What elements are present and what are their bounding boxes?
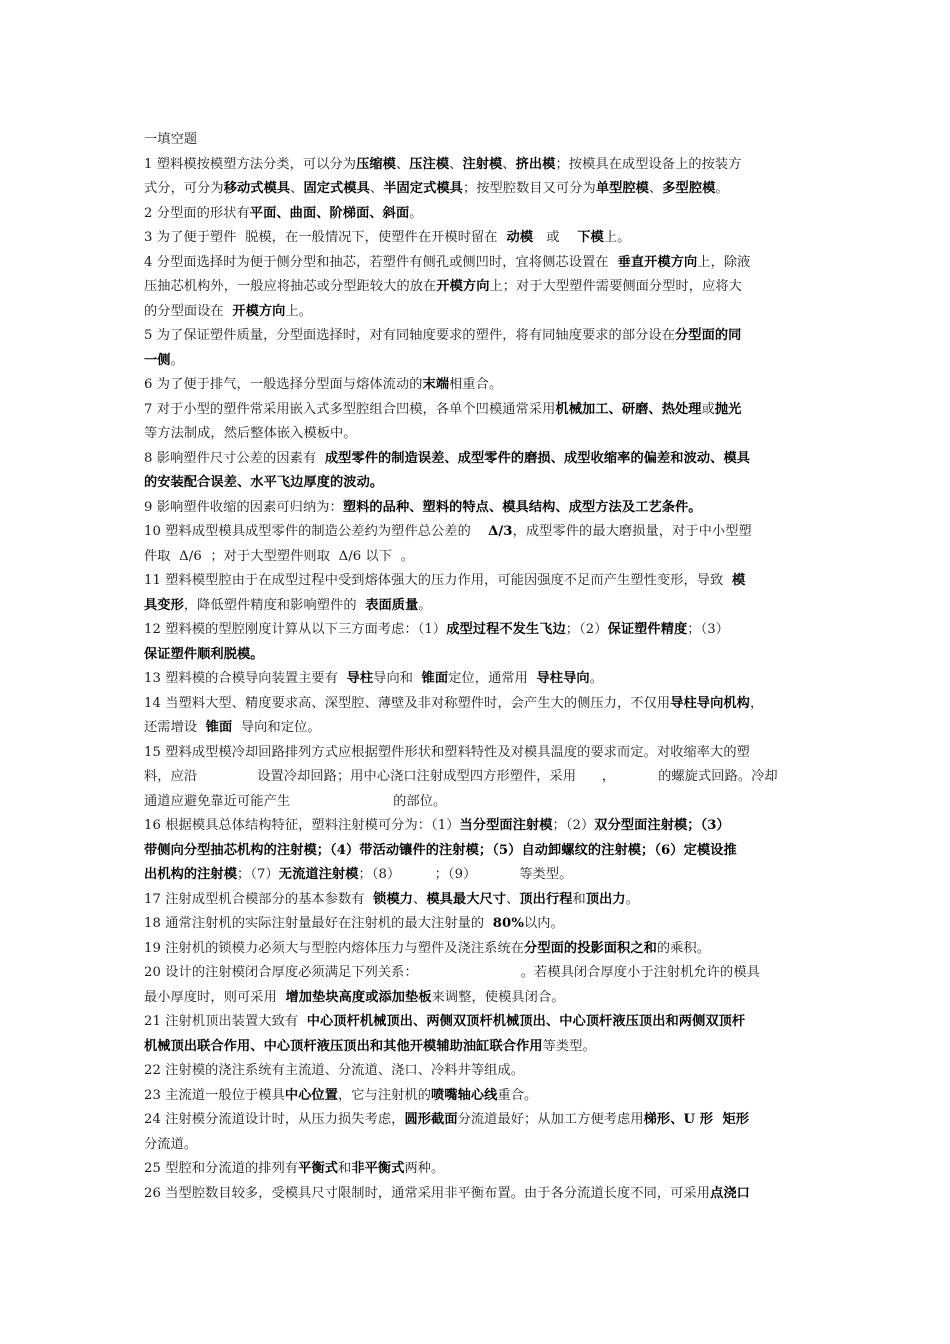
answer-text: ；（5） xyxy=(478,842,522,858)
question-text: 12 塑料模的型腔刚度计算从以下三方面考虑：（1） xyxy=(144,622,447,637)
answer-text: 顶出行程 xyxy=(519,891,573,907)
question-text: 、 xyxy=(506,891,520,907)
answer-text: 单型腔模 xyxy=(595,181,649,196)
answer-text: 带侧向分型抽芯机构的注射模 xyxy=(144,842,317,858)
text-line xyxy=(144,765,806,790)
text-line xyxy=(144,986,806,1011)
question-text: 4 分型面选择时为便于侧分型和抽芯，若塑件有侧孔或侧凹时，宜将侧芯设置在 xyxy=(144,254,613,270)
answer-text: 成型过程不发生飞边 xyxy=(446,622,566,637)
answer-text: 固定式模具 xyxy=(303,181,370,196)
question-text: ；（2） xyxy=(565,622,608,637)
text-line xyxy=(144,202,806,227)
answer-text: 多型腔模 xyxy=(662,181,716,196)
question-lines xyxy=(144,153,806,1207)
answer-text: 分型面的同 xyxy=(675,328,742,343)
text-line xyxy=(144,569,806,594)
question-text: 、 xyxy=(413,891,427,907)
question-text: ，成型零件的最大磨损量，对于中小型塑 xyxy=(512,524,752,539)
question-text: 24 注射模分流道设计时，从压力损失考虑， xyxy=(144,1112,405,1127)
answer-text: 梯形、U 形 矩形 xyxy=(643,1112,750,1127)
answer-text: 保证塑件精度 xyxy=(607,622,688,637)
question-text: 10 塑料成型模具成型零件的制造公差约为塑件总公差的 xyxy=(144,524,489,539)
text-line xyxy=(144,667,806,692)
answer-text: 的安装配合误差、水平飞边厚度的波动。 xyxy=(144,475,384,490)
question-text: 上，除液 xyxy=(697,254,751,270)
question-text: 上。 xyxy=(285,303,313,319)
text-line xyxy=(144,1108,806,1133)
answer-text: 移动式模具 xyxy=(223,181,291,196)
answer-text: 增加垫块高度或添加垫板 xyxy=(285,989,432,1005)
question-text: 分流道最好；从加工方便考虑用 xyxy=(457,1112,644,1127)
text-line xyxy=(144,594,806,619)
answer-text: 保证塑件顺利脱模。 xyxy=(144,646,264,662)
text-line xyxy=(144,741,806,766)
text-line xyxy=(144,961,806,986)
answer-text: 压注模 xyxy=(409,156,450,172)
answer-text: 圆形截面 xyxy=(404,1112,458,1127)
answer-text: 点浇口 xyxy=(710,1185,750,1201)
question-text: 9 影响塑件收缩的因素可归纳为： xyxy=(144,499,343,515)
answer-text: 注射模 xyxy=(462,156,503,172)
answer-text: 下模 xyxy=(572,230,604,245)
question-text: ；按型腔数目又可分为 xyxy=(462,181,596,196)
question-text: 1 塑料模按模塑方法分类，可以分为 xyxy=(144,156,357,172)
text-line xyxy=(144,643,806,668)
text-line xyxy=(144,300,806,325)
text-line xyxy=(144,1035,806,1060)
answer-text: 成型零件的制造误差、成型零件的磨损、成型收缩率的偏差和波动、模具 xyxy=(324,450,751,466)
question-text: 16 根据模具总体结构特征，塑料注射模可分为：（1） xyxy=(144,818,460,833)
answer-text: 锥面 xyxy=(421,671,449,686)
question-text: 压抽芯机构外，一般应将抽芯或分型距较大的放在 xyxy=(144,279,437,294)
answer-text: 导柱导向机构 xyxy=(670,695,750,711)
answer-text: 具变形 xyxy=(144,597,184,613)
answer-text: 开模方向 xyxy=(232,303,286,319)
answer-text: 动模 xyxy=(501,230,538,245)
answer-text: 模 xyxy=(731,573,746,588)
text-line xyxy=(144,471,806,496)
answer-text: 导柱 xyxy=(346,671,374,686)
question-text: 2 分型面的形状有 xyxy=(144,205,250,221)
answer-text: 顶出力 xyxy=(585,891,626,907)
question-text: 。 xyxy=(409,205,423,221)
question-text: 和 xyxy=(338,1161,352,1176)
answer-text: 导柱导向 xyxy=(536,671,590,686)
question-text: 5 为了保证塑件质量，分型面选择时，对有同轴度要求的塑件，将有同轴度要求的部分设在 xyxy=(144,328,675,343)
question-text: 22 注射模的浇注系统有主流道、分流道、浇口、冷料井等组成。 xyxy=(144,1063,525,1078)
text-line xyxy=(144,1157,806,1182)
text-line xyxy=(144,1084,806,1109)
text-line xyxy=(144,324,806,349)
question-text: 定位，通常用 xyxy=(448,671,537,686)
answer-text: 非平衡式 xyxy=(351,1161,405,1176)
question-text: ，它与注射机的 xyxy=(338,1087,432,1103)
question-text: 以内。 xyxy=(523,916,564,931)
answer-text: 中心位置 xyxy=(284,1087,339,1103)
answer-text: 无流道注射模 xyxy=(278,867,359,882)
answer-text: 喷嘴轴心线 xyxy=(431,1087,498,1103)
question-text: 19 注射机的锁模力必须大与型腔内熔体压力与塑件及浇注系统在 xyxy=(144,940,525,956)
text-line xyxy=(144,1059,806,1084)
question-text: 或 xyxy=(537,230,573,245)
question-text: 15 塑料成型模冷却回路排列方式应根据塑件形状和塑料特性及对模具温度的要求而定。对收缩率大的塑 xyxy=(144,744,750,760)
question-text: ，降低塑件精度和影响塑件的 xyxy=(183,597,366,613)
answer-text: 平面、曲面、阶梯面、斜面 xyxy=(249,205,410,221)
question-text: ；（3） xyxy=(687,622,730,637)
question-text: 18 通常注射机的实际注射量最好在注射机的最大注射量的 xyxy=(144,916,493,931)
question-text: 。 xyxy=(589,671,603,686)
question-text: 6 为了便于排气，一般选择分型面与熔体流动的 xyxy=(144,377,423,392)
question-text: 来调整，使模具闭合。 xyxy=(431,989,565,1005)
question-text: 相重合。 xyxy=(449,377,503,392)
answer-text: 机械顶出联合作用、中心顶杆液压顶出和其他开模辅助油缸联合作用 xyxy=(144,1038,543,1054)
question-text: 26 当型腔数目较多，受模具尺寸限制时，通常采用非平衡布置。由于各分流道长度不同，可采用 xyxy=(144,1185,711,1201)
text-line xyxy=(144,863,806,888)
question-text: 3 为了便于塑件 脱模，在一般情况下，使塑件在开模时留在 xyxy=(144,230,502,245)
text-line xyxy=(144,496,806,521)
question-text: 、 xyxy=(369,181,384,196)
question-text: 式分，可分为 xyxy=(144,181,224,196)
question-text: ；（8） ；（9） 等类型。 xyxy=(358,867,573,882)
answer-text: 锁模力 xyxy=(373,891,414,907)
text-line xyxy=(144,1010,806,1035)
question-text: 11 塑料模型腔由于在成型过程中受到熔体强大的压力作用，可能因强度不足而产生塑性变形，导致 xyxy=(144,573,732,588)
question-text: 21 注射机顶出装置大致有 xyxy=(144,1014,307,1029)
text-line xyxy=(144,937,806,962)
question-text: 14 当塑料大型、精度要求高、深型腔、薄壁及非对称塑件时，会产生大的侧压力，不仅用 xyxy=(144,695,671,711)
text-line xyxy=(144,398,806,423)
answer-text: 垂直开模方向 xyxy=(612,254,698,270)
answer-text: 自动卸螺纹的注射模 xyxy=(521,842,642,858)
answer-text: 压缩模 xyxy=(356,156,396,172)
question-text: 。 xyxy=(715,181,729,196)
question-text: 的分型面设在 xyxy=(144,303,233,319)
answer-text: 表面质量 xyxy=(365,597,419,613)
answer-text: 定模设推 xyxy=(683,842,737,858)
answer-text: 抛光 xyxy=(714,401,742,417)
answer-text: 中心顶杆机械顶出、两侧双顶杆机械顶出、中心顶杆液压顶出和两侧双顶杆 xyxy=(306,1014,746,1029)
answer-text: 半固定式模具 xyxy=(383,181,463,196)
text-line xyxy=(144,177,806,202)
answer-text: 塑料的品种、塑料的特点、模具结构、成型方法及工艺条件。 xyxy=(342,499,702,515)
question-text: ；按模具在成型设备上的按装方 xyxy=(555,156,742,172)
answer-text: 当分型面注射模 xyxy=(459,818,553,833)
text-line xyxy=(144,447,806,472)
question-text: 等方法制成，然后整体嵌入模板中。 xyxy=(144,426,357,441)
text-line xyxy=(144,1133,806,1158)
question-text: 、 xyxy=(502,156,516,172)
answer-text: 开模方向 xyxy=(436,279,490,294)
answer-text: ；（3） xyxy=(687,818,730,833)
text-line xyxy=(144,814,806,839)
question-text: 。 xyxy=(625,891,639,907)
question-text: 和 xyxy=(572,891,586,907)
question-text: 导向和 xyxy=(373,671,422,686)
question-text: 、 xyxy=(395,156,410,172)
text-line xyxy=(144,251,806,276)
answer-text: 平衡式 xyxy=(298,1161,339,1176)
question-text: ， xyxy=(749,695,764,711)
text-line xyxy=(144,226,806,251)
answer-text: Δ/3 xyxy=(488,524,513,539)
text-line xyxy=(144,790,806,815)
text-line xyxy=(144,153,806,178)
text-line xyxy=(144,545,806,570)
answer-text: 80% xyxy=(492,916,524,931)
question-text: 的乘积。 xyxy=(656,940,711,956)
document-body xyxy=(144,128,806,1206)
question-text: 最小厚度时，则可采用 xyxy=(144,989,286,1005)
text-line xyxy=(144,275,806,300)
section-heading: 一填空题 xyxy=(144,132,198,147)
answer-text: 出机构的注射模 xyxy=(144,867,238,882)
text-line xyxy=(144,692,806,717)
question-text: 23 主流道一般位于模具 xyxy=(144,1087,285,1103)
question-text: 、 xyxy=(648,181,663,196)
answer-text: ；（6） xyxy=(641,842,684,858)
question-text: 还需增设 xyxy=(144,720,206,735)
answer-text: 末端 xyxy=(422,377,450,392)
question-text: 导向和定位。 xyxy=(232,720,321,735)
answer-text: 带活动镶件的注射模 xyxy=(359,842,479,858)
question-text: 分流道。 xyxy=(144,1136,198,1152)
question-text: 17 注射成型机合模部分的基本参数有 xyxy=(144,891,374,907)
text-line xyxy=(144,349,806,374)
question-text: 通道应避免靠近可能产生 的部位。 xyxy=(144,793,447,809)
question-text: 20 设计的注射模闭合厚度必须满足下列关系： 。若模具闭合厚度小于注射机允许的模具 xyxy=(144,965,760,980)
question-text: 、 xyxy=(449,156,463,172)
question-text: 件取 Δ/6 ；对于大型塑件则取 Δ/6 以下 。 xyxy=(144,548,414,564)
question-text: 、 xyxy=(290,181,304,196)
question-text: 重合。 xyxy=(497,1087,538,1103)
text-line xyxy=(144,1182,806,1207)
question-text: ；（2） xyxy=(552,818,595,833)
question-text: 。 xyxy=(170,352,184,368)
answer-text: 模具最大尺寸 xyxy=(426,891,507,907)
question-text: 7 对于小型的塑件常采用嵌入式多型腔组合凹模，各单个凹模通常采用 xyxy=(144,401,556,417)
text-line xyxy=(144,888,806,913)
answer-text: 双分型面注射模 xyxy=(594,818,688,833)
question-text: 13 塑料模的合模导向装置主要有 xyxy=(144,671,347,686)
text-line xyxy=(144,373,806,398)
text-line xyxy=(144,839,806,864)
question-text: 上。 xyxy=(603,230,631,245)
question-text: 两种。 xyxy=(404,1161,445,1176)
question-text: 上；对于大型塑件需要侧面分型时，应将大 xyxy=(489,279,742,294)
text-line xyxy=(144,520,806,545)
text-line xyxy=(144,912,806,937)
question-text: 等类型。 xyxy=(542,1038,596,1054)
question-text: 料，应沿 设置冷却回路；用中心浇口注射成型四方形塑件，采用 ， 的螺旋式回路。冷却 xyxy=(144,769,778,784)
answer-text: 分型面的投影面积之和 xyxy=(524,940,657,956)
question-text: ；（7） xyxy=(237,867,279,882)
question-text: 。 xyxy=(418,597,432,613)
text-line xyxy=(144,422,806,447)
text-line xyxy=(144,618,806,643)
answer-text: 一侧 xyxy=(144,352,171,368)
question-text: 25 型腔和分流道的排列有 xyxy=(144,1161,299,1176)
question-text: 或 xyxy=(701,401,715,417)
question-text: 8 影响塑件尺寸公差的因素有 xyxy=(144,450,325,466)
answer-text: 挤出模 xyxy=(515,156,556,172)
text-line xyxy=(144,716,806,741)
answer-text: ；（4） xyxy=(316,842,360,858)
answer-text: 机械加工、研磨、热处理 xyxy=(555,401,702,417)
answer-text: 锥面 xyxy=(205,720,233,735)
